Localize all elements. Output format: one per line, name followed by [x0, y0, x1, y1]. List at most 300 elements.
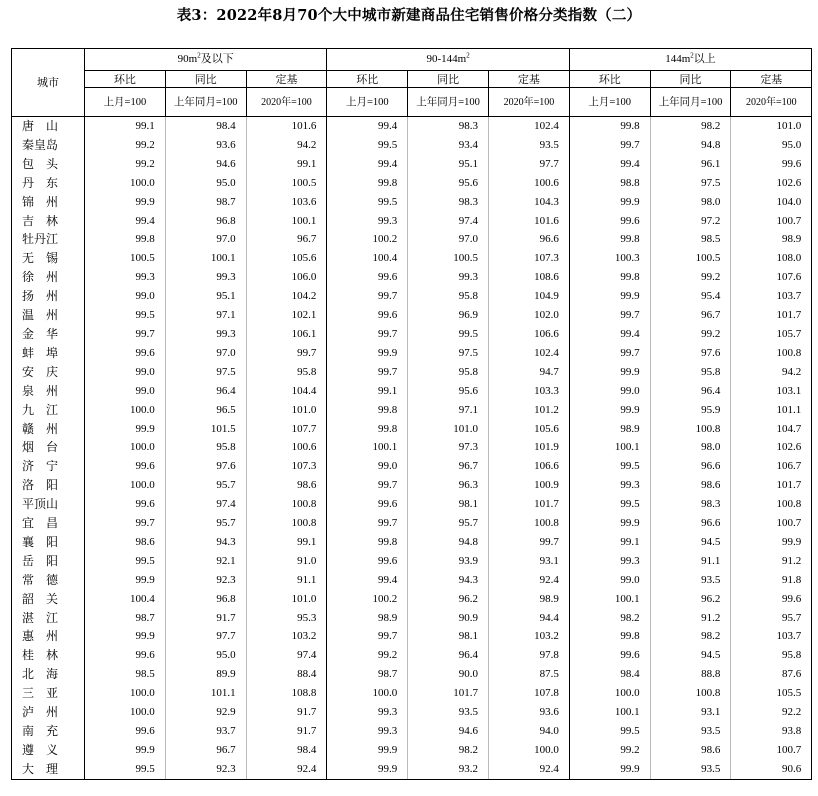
value-cell: 96.2 [408, 590, 489, 609]
base-header-yoy: 上年同月=100 [165, 88, 246, 117]
value-cell: 96.4 [408, 646, 489, 665]
value-cell: 93.5 [489, 136, 570, 155]
sub-header-mom: 环比 [327, 71, 408, 88]
value-cell: 100.5 [85, 249, 166, 268]
city-cell: 泸 州 [12, 703, 85, 722]
table-row [12, 155, 812, 174]
city-cell: 温 州 [12, 306, 85, 325]
value-cell: 102.1 [246, 306, 327, 325]
value-cell: 92.3 [165, 571, 246, 590]
value-cell: 104.7 [731, 420, 812, 439]
value-cell: 99.1 [569, 533, 650, 552]
value-cell: 99.7 [327, 514, 408, 533]
base-header-yoy: 上年同月=100 [408, 88, 489, 117]
value-cell: 99.9 [327, 344, 408, 363]
value-cell: 97.0 [165, 344, 246, 363]
value-cell: 91.7 [246, 722, 327, 741]
value-cell: 99.1 [85, 117, 166, 136]
value-cell: 92.4 [246, 760, 327, 779]
value-cell: 97.4 [246, 646, 327, 665]
value-cell: 99.9 [327, 741, 408, 760]
city-cell: 惠 州 [12, 627, 85, 646]
city-cell: 蚌 埠 [12, 344, 85, 363]
value-cell: 100.8 [246, 495, 327, 514]
value-cell: 92.9 [165, 703, 246, 722]
value-cell: 99.0 [85, 382, 166, 401]
value-cell: 101.7 [731, 476, 812, 495]
value-cell: 100.0 [85, 438, 166, 457]
value-cell: 97.0 [408, 230, 489, 249]
value-cell: 99.6 [327, 552, 408, 571]
value-cell: 87.5 [489, 665, 570, 684]
value-cell: 97.7 [165, 627, 246, 646]
value-cell: 98.4 [165, 117, 246, 136]
value-cell: 103.6 [246, 193, 327, 212]
value-cell: 107.6 [731, 268, 812, 287]
base-header-base: 2020年=100 [731, 88, 812, 117]
value-cell: 93.8 [731, 722, 812, 741]
value-cell: 93.5 [650, 722, 731, 741]
value-cell: 100.0 [85, 174, 166, 193]
value-cell: 96.4 [165, 382, 246, 401]
city-cell: 吉 林 [12, 212, 85, 231]
value-cell: 98.9 [569, 420, 650, 439]
value-cell: 100.1 [327, 438, 408, 457]
value-cell: 101.5 [165, 420, 246, 439]
value-cell: 95.7 [165, 476, 246, 495]
value-cell: 99.1 [246, 533, 327, 552]
value-cell: 94.2 [246, 136, 327, 155]
value-cell: 99.3 [327, 722, 408, 741]
value-cell: 95.1 [165, 287, 246, 306]
value-cell: 99.7 [327, 476, 408, 495]
value-cell: 102.4 [489, 117, 570, 136]
value-cell: 96.7 [165, 741, 246, 760]
value-cell: 100.8 [731, 495, 812, 514]
value-cell: 99.3 [327, 703, 408, 722]
value-cell: 99.6 [327, 268, 408, 287]
table-row [12, 117, 812, 136]
value-cell: 104.9 [489, 287, 570, 306]
value-cell: 98.2 [408, 741, 489, 760]
value-cell: 99.4 [569, 325, 650, 344]
value-cell: 99.3 [408, 268, 489, 287]
value-cell: 97.1 [165, 306, 246, 325]
sub-header-mom: 环比 [85, 71, 166, 88]
value-cell: 95.6 [408, 382, 489, 401]
table-row [12, 571, 812, 590]
value-cell: 97.6 [165, 457, 246, 476]
value-cell: 93.5 [408, 703, 489, 722]
value-cell: 98.6 [650, 741, 731, 760]
value-cell: 100.8 [650, 684, 731, 703]
value-cell: 93.1 [489, 552, 570, 571]
city-column-header: 城市 [12, 49, 85, 117]
value-cell: 103.7 [731, 287, 812, 306]
value-cell: 100.0 [85, 684, 166, 703]
city-cell: 常 德 [12, 571, 85, 590]
value-cell: 99.2 [85, 136, 166, 155]
value-cell: 99.4 [569, 155, 650, 174]
value-cell: 97.3 [408, 438, 489, 457]
value-cell: 99.9 [569, 514, 650, 533]
value-cell: 99.4 [327, 155, 408, 174]
value-cell: 99.7 [327, 287, 408, 306]
table-row [12, 457, 812, 476]
value-cell: 98.9 [327, 609, 408, 628]
table-row [12, 249, 812, 268]
value-cell: 95.7 [731, 609, 812, 628]
value-cell: 97.5 [650, 174, 731, 193]
table-row [12, 230, 812, 249]
value-cell: 95.8 [650, 363, 731, 382]
value-cell: 100.8 [650, 420, 731, 439]
value-cell: 99.7 [327, 627, 408, 646]
value-cell: 94.3 [165, 533, 246, 552]
table-row [12, 533, 812, 552]
value-cell: 95.0 [165, 646, 246, 665]
value-cell: 100.5 [408, 249, 489, 268]
value-cell: 95.8 [731, 646, 812, 665]
base-header-base: 2020年=100 [246, 88, 327, 117]
value-cell: 100.3 [569, 249, 650, 268]
group-header-small: $90m^2$及以下 [85, 49, 327, 71]
value-cell: 98.3 [408, 193, 489, 212]
value-cell: 93.5 [650, 760, 731, 779]
value-cell: 100.2 [327, 230, 408, 249]
city-cell: 三 亚 [12, 684, 85, 703]
value-cell: 100.7 [731, 514, 812, 533]
value-cell: 102.0 [489, 306, 570, 325]
table-row [12, 722, 812, 741]
value-cell: 99.6 [85, 722, 166, 741]
city-cell: 徐 州 [12, 268, 85, 287]
value-cell: 106.6 [489, 325, 570, 344]
value-cell: 91.1 [246, 571, 327, 590]
value-cell: 94.2 [731, 363, 812, 382]
value-cell: 104.4 [246, 382, 327, 401]
table-row [12, 552, 812, 571]
sub-header-yoy: 同比 [650, 71, 731, 88]
table-row [12, 325, 812, 344]
value-cell: 98.1 [408, 627, 489, 646]
value-cell: 95.6 [408, 174, 489, 193]
value-cell: 98.9 [731, 230, 812, 249]
city-cell: 遵 义 [12, 741, 85, 760]
value-cell: 99.8 [327, 401, 408, 420]
city-cell: 岳 阳 [12, 552, 85, 571]
value-cell: 99.2 [327, 646, 408, 665]
value-cell: 94.3 [408, 571, 489, 590]
value-cell: 96.6 [650, 457, 731, 476]
value-cell: 101.0 [731, 117, 812, 136]
value-cell: 93.5 [650, 571, 731, 590]
value-cell: 97.5 [165, 363, 246, 382]
value-cell: 99.5 [85, 552, 166, 571]
value-cell: 98.0 [650, 438, 731, 457]
value-cell: 99.2 [650, 325, 731, 344]
value-cell: 103.2 [246, 627, 327, 646]
city-cell: 扬 州 [12, 287, 85, 306]
value-cell: 93.1 [650, 703, 731, 722]
value-cell: 94.8 [650, 136, 731, 155]
value-cell: 108.0 [731, 249, 812, 268]
value-cell: 99.9 [327, 760, 408, 779]
value-cell: 100.0 [85, 703, 166, 722]
value-cell: 99.7 [85, 325, 166, 344]
value-cell: 99.5 [408, 325, 489, 344]
table-row [12, 212, 812, 231]
value-cell: 100.1 [569, 703, 650, 722]
value-cell: 99.4 [85, 212, 166, 231]
table-title: 表3：2022年8月70个大中城市新建商品住宅销售价格分类指数（二） [176, 7, 642, 24]
table-row [12, 627, 812, 646]
value-cell: 96.1 [650, 155, 731, 174]
value-cell: 101.6 [246, 117, 327, 136]
city-cell: 桂 林 [12, 646, 85, 665]
value-cell: 96.5 [165, 401, 246, 420]
value-cell: 99.5 [327, 136, 408, 155]
value-cell: 99.8 [569, 627, 650, 646]
city-cell: 济 宁 [12, 457, 85, 476]
value-cell: 99.0 [327, 457, 408, 476]
value-cell: 100.0 [489, 741, 570, 760]
table-row [12, 420, 812, 439]
value-cell: 93.7 [165, 722, 246, 741]
value-cell: 99.3 [569, 552, 650, 571]
value-cell: 92.4 [489, 571, 570, 590]
value-cell: 105.6 [489, 420, 570, 439]
city-cell: 烟 台 [12, 438, 85, 457]
value-cell: 90.6 [731, 760, 812, 779]
value-cell: 91.0 [246, 552, 327, 571]
value-cell: 98.6 [650, 476, 731, 495]
price-index-table [11, 48, 812, 780]
value-cell: 100.4 [327, 249, 408, 268]
value-cell: 98.2 [569, 609, 650, 628]
value-cell: 97.4 [408, 212, 489, 231]
sub-header-base: 定基 [246, 71, 327, 88]
value-cell: 102.6 [731, 174, 812, 193]
value-cell: 100.0 [569, 684, 650, 703]
table-row [12, 306, 812, 325]
value-cell: 99.6 [731, 155, 812, 174]
price-index-table-container [11, 48, 811, 780]
value-cell: 99.8 [85, 230, 166, 249]
value-cell: 99.8 [327, 533, 408, 552]
value-cell: 107.3 [489, 249, 570, 268]
value-cell: 104.3 [489, 193, 570, 212]
value-cell: 102.4 [489, 344, 570, 363]
value-cell: 94.8 [408, 533, 489, 552]
group-header-medium: $90-144m^2$ [327, 49, 569, 71]
value-cell: 99.8 [569, 230, 650, 249]
base-header-base: 2020年=100 [489, 88, 570, 117]
value-cell: 99.5 [569, 457, 650, 476]
value-cell: 98.4 [569, 665, 650, 684]
value-cell: 105.7 [731, 325, 812, 344]
value-cell: 99.6 [85, 495, 166, 514]
base-header-mom: 上月=100 [569, 88, 650, 117]
value-cell: 98.5 [650, 230, 731, 249]
value-cell: 101.7 [408, 684, 489, 703]
value-cell: 106.6 [489, 457, 570, 476]
value-cell: 100.1 [246, 212, 327, 231]
value-cell: 100.0 [327, 684, 408, 703]
sub-header-yoy: 同比 [408, 71, 489, 88]
value-cell: 97.6 [650, 344, 731, 363]
value-cell: 97.7 [489, 155, 570, 174]
city-cell: 秦皇岛 [12, 136, 85, 155]
value-cell: 96.6 [650, 514, 731, 533]
value-cell: 99.2 [650, 268, 731, 287]
base-header-mom: 上月=100 [85, 88, 166, 117]
value-cell: 108.6 [489, 268, 570, 287]
value-cell: 96.6 [489, 230, 570, 249]
value-cell: 107.7 [246, 420, 327, 439]
value-cell: 92.4 [489, 760, 570, 779]
table-header [12, 49, 812, 117]
value-cell: 102.6 [731, 438, 812, 457]
value-cell: 100.9 [489, 476, 570, 495]
value-cell: 90.0 [408, 665, 489, 684]
value-cell: 106.1 [246, 325, 327, 344]
value-cell: 99.3 [569, 476, 650, 495]
value-cell: 92.1 [165, 552, 246, 571]
base-header-yoy: 上年同月=100 [650, 88, 731, 117]
value-cell: 98.2 [650, 117, 731, 136]
table-row [12, 703, 812, 722]
value-cell: 99.9 [85, 420, 166, 439]
city-cell: 安 庆 [12, 363, 85, 382]
value-cell: 98.1 [408, 495, 489, 514]
value-cell: 97.4 [165, 495, 246, 514]
value-cell: 99.7 [246, 344, 327, 363]
value-cell: 100.4 [85, 590, 166, 609]
value-cell: 99.3 [85, 268, 166, 287]
value-cell: 108.8 [246, 684, 327, 703]
value-cell: 99.9 [569, 193, 650, 212]
value-cell: 94.4 [489, 609, 570, 628]
city-cell: 唐 山 [12, 117, 85, 136]
value-cell: 99.5 [569, 495, 650, 514]
base-header-mom: 上月=100 [327, 88, 408, 117]
value-cell: 99.9 [731, 533, 812, 552]
table-row [12, 476, 812, 495]
value-cell: 89.9 [165, 665, 246, 684]
sub-header-yoy: 同比 [165, 71, 246, 88]
value-cell: 101.0 [408, 420, 489, 439]
value-cell: 99.5 [85, 760, 166, 779]
value-cell: 95.0 [165, 174, 246, 193]
value-cell: 99.6 [327, 306, 408, 325]
value-cell: 99.9 [85, 571, 166, 590]
value-cell: 94.7 [489, 363, 570, 382]
value-cell: 91.8 [731, 571, 812, 590]
value-cell: 92.3 [165, 760, 246, 779]
table-body [12, 117, 812, 780]
value-cell: 88.4 [246, 665, 327, 684]
value-cell: 99.5 [569, 722, 650, 741]
value-cell: 93.6 [489, 703, 570, 722]
value-cell: 96.8 [165, 590, 246, 609]
table-row [12, 590, 812, 609]
city-cell: 湛 江 [12, 609, 85, 628]
value-cell: 99.8 [569, 117, 650, 136]
value-cell: 99.7 [489, 533, 570, 552]
table-row [12, 646, 812, 665]
value-cell: 99.6 [327, 495, 408, 514]
value-cell: 98.0 [650, 193, 731, 212]
table-row [12, 760, 812, 779]
city-cell: 大 理 [12, 760, 85, 779]
city-cell: 韶 关 [12, 590, 85, 609]
table-row [12, 136, 812, 155]
table-row [12, 193, 812, 212]
value-cell: 99.7 [327, 363, 408, 382]
value-cell: 95.7 [165, 514, 246, 533]
value-cell: 101.0 [246, 401, 327, 420]
value-cell: 99.9 [85, 627, 166, 646]
value-cell: 96.7 [408, 457, 489, 476]
value-cell: 96.4 [650, 382, 731, 401]
value-cell: 99.8 [569, 268, 650, 287]
value-cell: 104.2 [246, 287, 327, 306]
value-cell: 96.2 [650, 590, 731, 609]
value-cell: 98.3 [650, 495, 731, 514]
value-cell: 100.5 [246, 174, 327, 193]
city-cell: 金 华 [12, 325, 85, 344]
value-cell: 100.0 [85, 401, 166, 420]
value-cell: 96.7 [650, 306, 731, 325]
value-cell: 101.6 [489, 212, 570, 231]
value-cell: 97.1 [408, 401, 489, 420]
city-cell: 赣 州 [12, 420, 85, 439]
value-cell: 96.9 [408, 306, 489, 325]
value-cell: 100.6 [489, 174, 570, 193]
value-cell: 99.6 [569, 212, 650, 231]
city-cell: 九 江 [12, 401, 85, 420]
city-cell: 泉 州 [12, 382, 85, 401]
value-cell: 103.3 [489, 382, 570, 401]
value-cell: 99.7 [327, 325, 408, 344]
value-cell: 107.3 [246, 457, 327, 476]
value-cell: 95.8 [165, 438, 246, 457]
city-cell: 锦 州 [12, 193, 85, 212]
value-cell: 101.1 [731, 401, 812, 420]
value-cell: 99.7 [569, 344, 650, 363]
table-row [12, 401, 812, 420]
value-cell: 94.6 [165, 155, 246, 174]
value-cell: 95.7 [408, 514, 489, 533]
value-cell: 97.8 [489, 646, 570, 665]
value-cell: 99.7 [85, 514, 166, 533]
value-cell: 93.2 [408, 760, 489, 779]
value-cell: 88.8 [650, 665, 731, 684]
value-cell: 99.7 [569, 136, 650, 155]
value-cell: 99.9 [85, 741, 166, 760]
sub-header-base: 定基 [731, 71, 812, 88]
value-cell: 99.3 [327, 212, 408, 231]
value-cell: 95.8 [246, 363, 327, 382]
value-cell: 98.7 [327, 665, 408, 684]
city-cell: 牡丹江 [12, 230, 85, 249]
value-cell: 103.1 [731, 382, 812, 401]
value-cell: 98.5 [85, 665, 166, 684]
table-row [12, 495, 812, 514]
value-cell: 99.6 [85, 457, 166, 476]
value-cell: 91.7 [246, 703, 327, 722]
